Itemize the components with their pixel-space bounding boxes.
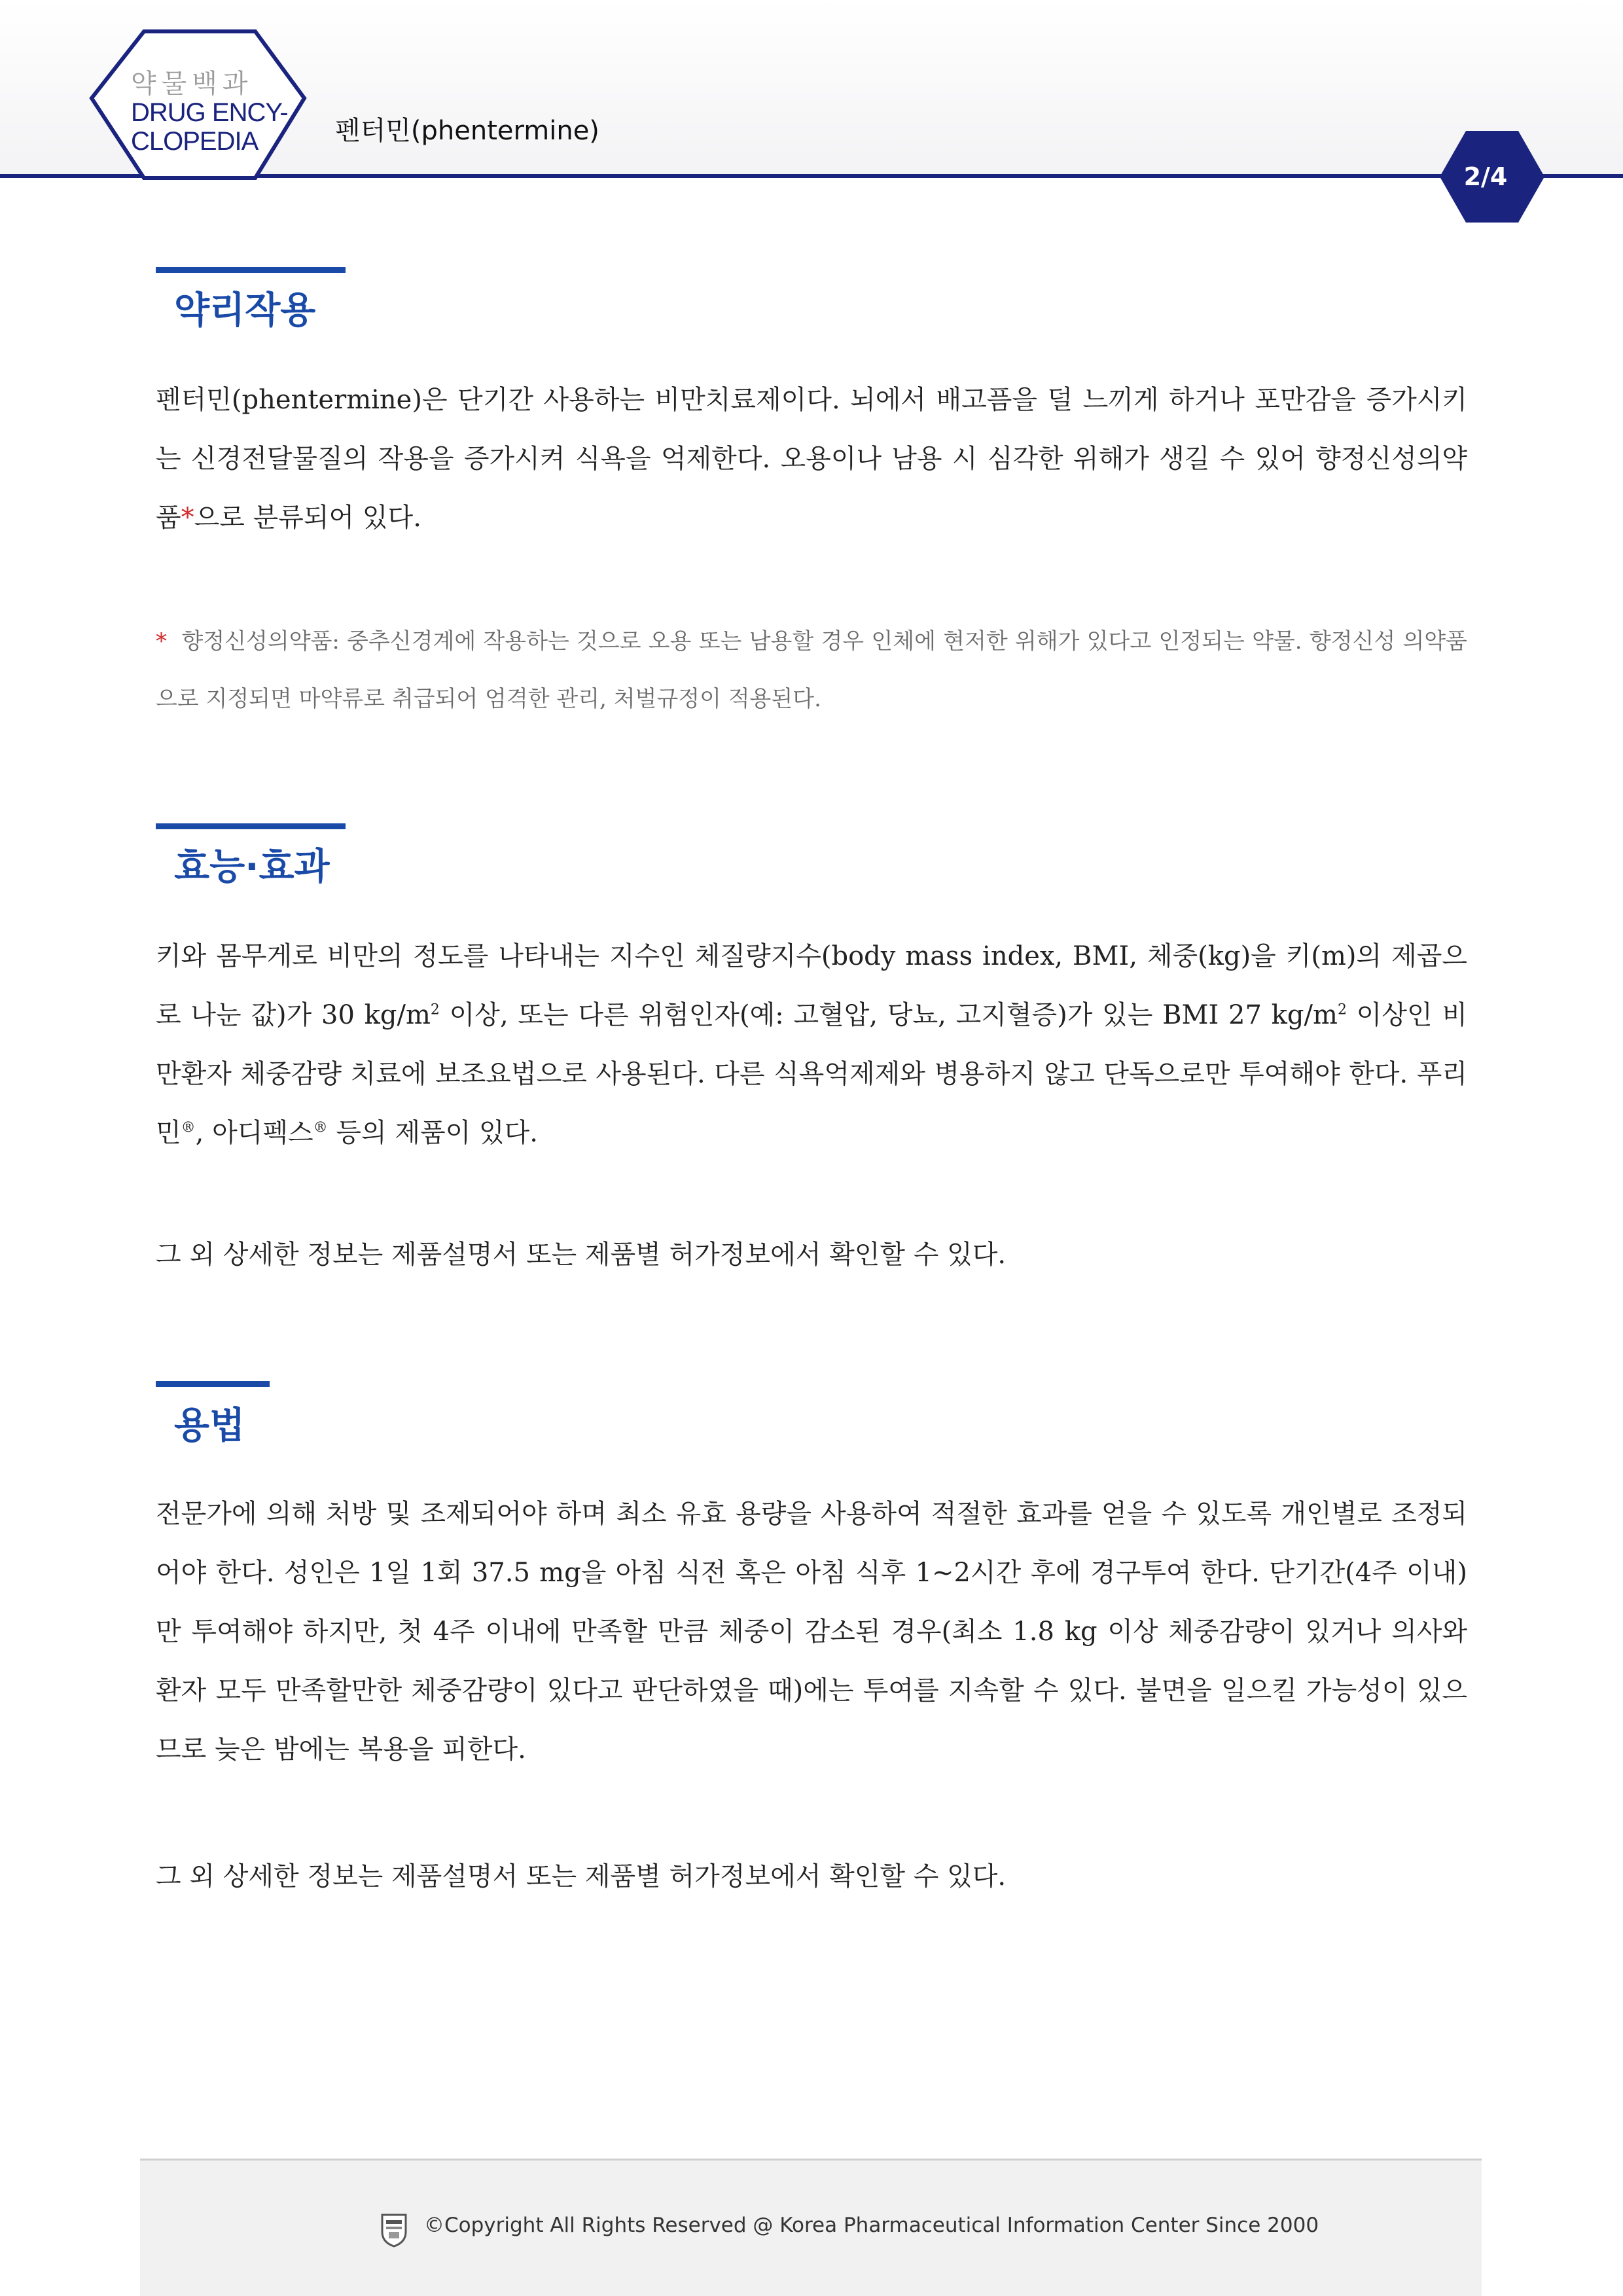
logo-english-line1: DRUG ENCY- xyxy=(131,98,288,127)
pharmacology-text: 펜터민(phentermine)은 단기간 사용하는 비만치료제이다. 뇌에서 배고픔을 덜 느끼게 하거나 포만감을 증가시키는 신경전달물질의 작용을 증가시켜 식욕을 억제한다. 오용이나 남용 시 심각한 위해가 생길 수 있어 향정신성의약품 xyxy=(156,385,1467,533)
footer-copyright: ©Copyright All Rights Reserved @ Korea Pharmaceutical Information Center Since 2000 xyxy=(424,2214,1319,2237)
section-title-dosage: 용법 xyxy=(174,1405,245,1447)
pharmacology-paragraph xyxy=(156,370,1467,547)
section-title-pharmacology: 약리작용 xyxy=(174,289,316,332)
logo-korean: 약물백과 xyxy=(131,69,253,99)
registered-mark: ® xyxy=(181,1119,196,1136)
dosage-more-info: 그 외 상세한 정보는 제품설명서 또는 제품별 허가정보에서 확인할 수 있다. xyxy=(156,1861,1007,1892)
pharmacology-text-tail: 으로 분류되어 있다. xyxy=(194,503,421,533)
section-bar-dosage xyxy=(156,1381,270,1387)
logo-english xyxy=(131,98,301,156)
document-title: 펜터민(phentermine) xyxy=(335,116,599,146)
section-bar-pharmacology xyxy=(156,267,346,273)
registered-mark: ® xyxy=(313,1119,328,1136)
efficacy-more-info: 그 외 상세한 정보는 제품설명서 또는 제품별 허가정보에서 확인할 수 있다. xyxy=(156,1240,1007,1270)
footnote-asterisk: * xyxy=(156,628,167,655)
page-number: 2/4 xyxy=(1463,162,1508,191)
dosage-paragraph: 전문가에 의해 처방 및 조제되어야 하며 최소 유효 용량을 사용하여 적절한 효과를 얻을 수 있도록 개인별로 조정되어야 한다. 성인은 1일 1회 37.5 mg을 아침 식전 혹은 아침 식후 1~2시간 후에 경구투여 한다. 단기간(4주 이내)만 투여해야 하지만, 첫 4주 이내에 만족할 만큼 체중이 감소된 경우(최소 1.8 kg 이상 체중감량이 있거나 의사와 환자 모두 만족할만한 체중감량이 있다고 판단하였을 때)에는 투여를 지속할 수 있다. 불면을 일으킬 가능성이 있으므로 늦은 밤에는 복용을 피한다. xyxy=(156,1499,1467,1765)
footnote-marker: * xyxy=(181,503,194,533)
efficacy-text-b: 이상, 또는 다른 위험인자(예: 고혈압, 당뇨, 고지혈증)가 있는 BMI 27 kg/m xyxy=(439,1000,1338,1030)
section-title-efficacy: 효능·효과 xyxy=(174,846,330,888)
footer-divider xyxy=(140,2159,1482,2161)
footnote xyxy=(156,613,1467,728)
section-bar-efficacy xyxy=(156,823,346,829)
superscript-squared: 2 xyxy=(430,1001,440,1018)
efficacy-text-c: 이상인 비만환자 체중감량 치료에 보조요법으로 사용된다. 다른 식욕억제제와 병용하지 않고 단독으로만 투여해야 한다. 푸리민 xyxy=(156,1000,1467,1148)
efficacy-paragraph xyxy=(156,927,1467,1162)
efficacy-text-d: , 아디펙스 xyxy=(195,1118,313,1148)
logo-english-line2: CLOPEDIA xyxy=(131,127,259,156)
efficacy-text-e: 등의 제품이 있다. xyxy=(327,1118,538,1148)
footnote-text: 향정신성의약품: 중추신경계에 작용하는 것으로 오용 또는 남용할 경우 인체에 현저한 위해가 있다고 인정되는 약물. 향정신성 의약품으로 지정되면 마약류로 취급되어 엄격한 관리, 처벌규정이 적용된다. xyxy=(156,628,1467,712)
efficacy-text-a: 키와 몸무게로 비만의 정도를 나타내는 지수인 체질량지수(body mass index, BMI, 체중(kg)을 키(m)의 제곱으로 나눈 값)가 30 kg/m xyxy=(156,941,1467,1030)
superscript-squared: 2 xyxy=(1337,1001,1347,1018)
kpic-seal-icon xyxy=(380,2212,408,2248)
